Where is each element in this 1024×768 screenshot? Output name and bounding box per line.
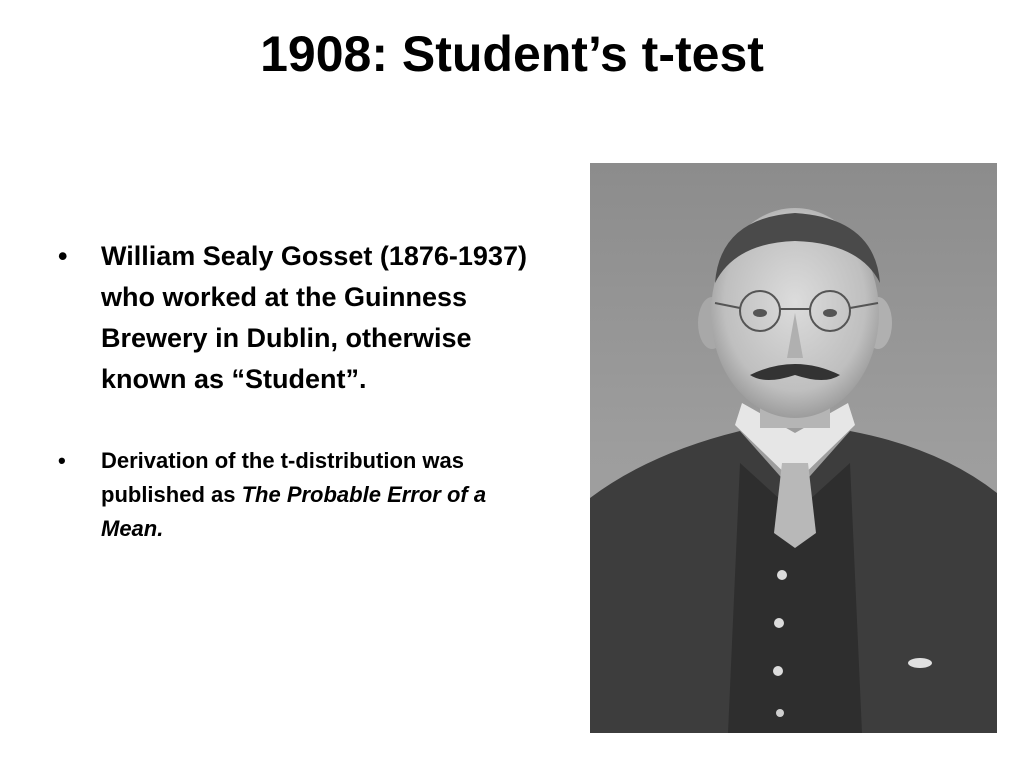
paper-title: The Probable Error of a Mean.: [101, 482, 487, 541]
portrait-illustration: [590, 163, 997, 733]
bullet-gosset: [58, 236, 538, 400]
bullet-marker: •: [58, 241, 68, 271]
bullet-text: Derivation of the t-distribution was published as: [101, 448, 465, 507]
bullet-derivation: [58, 444, 538, 546]
bullet-text: William Sealy Gosset (1876-1937) who worked at the Guinness Brewery in Dublin, otherwise known as “Student”.: [101, 241, 527, 394]
bullet-marker: •: [58, 448, 66, 473]
bullet-list: [58, 236, 538, 546]
slide-title: 1908: Student’s t-test: [260, 26, 764, 82]
portrait-photo: [590, 163, 997, 733]
